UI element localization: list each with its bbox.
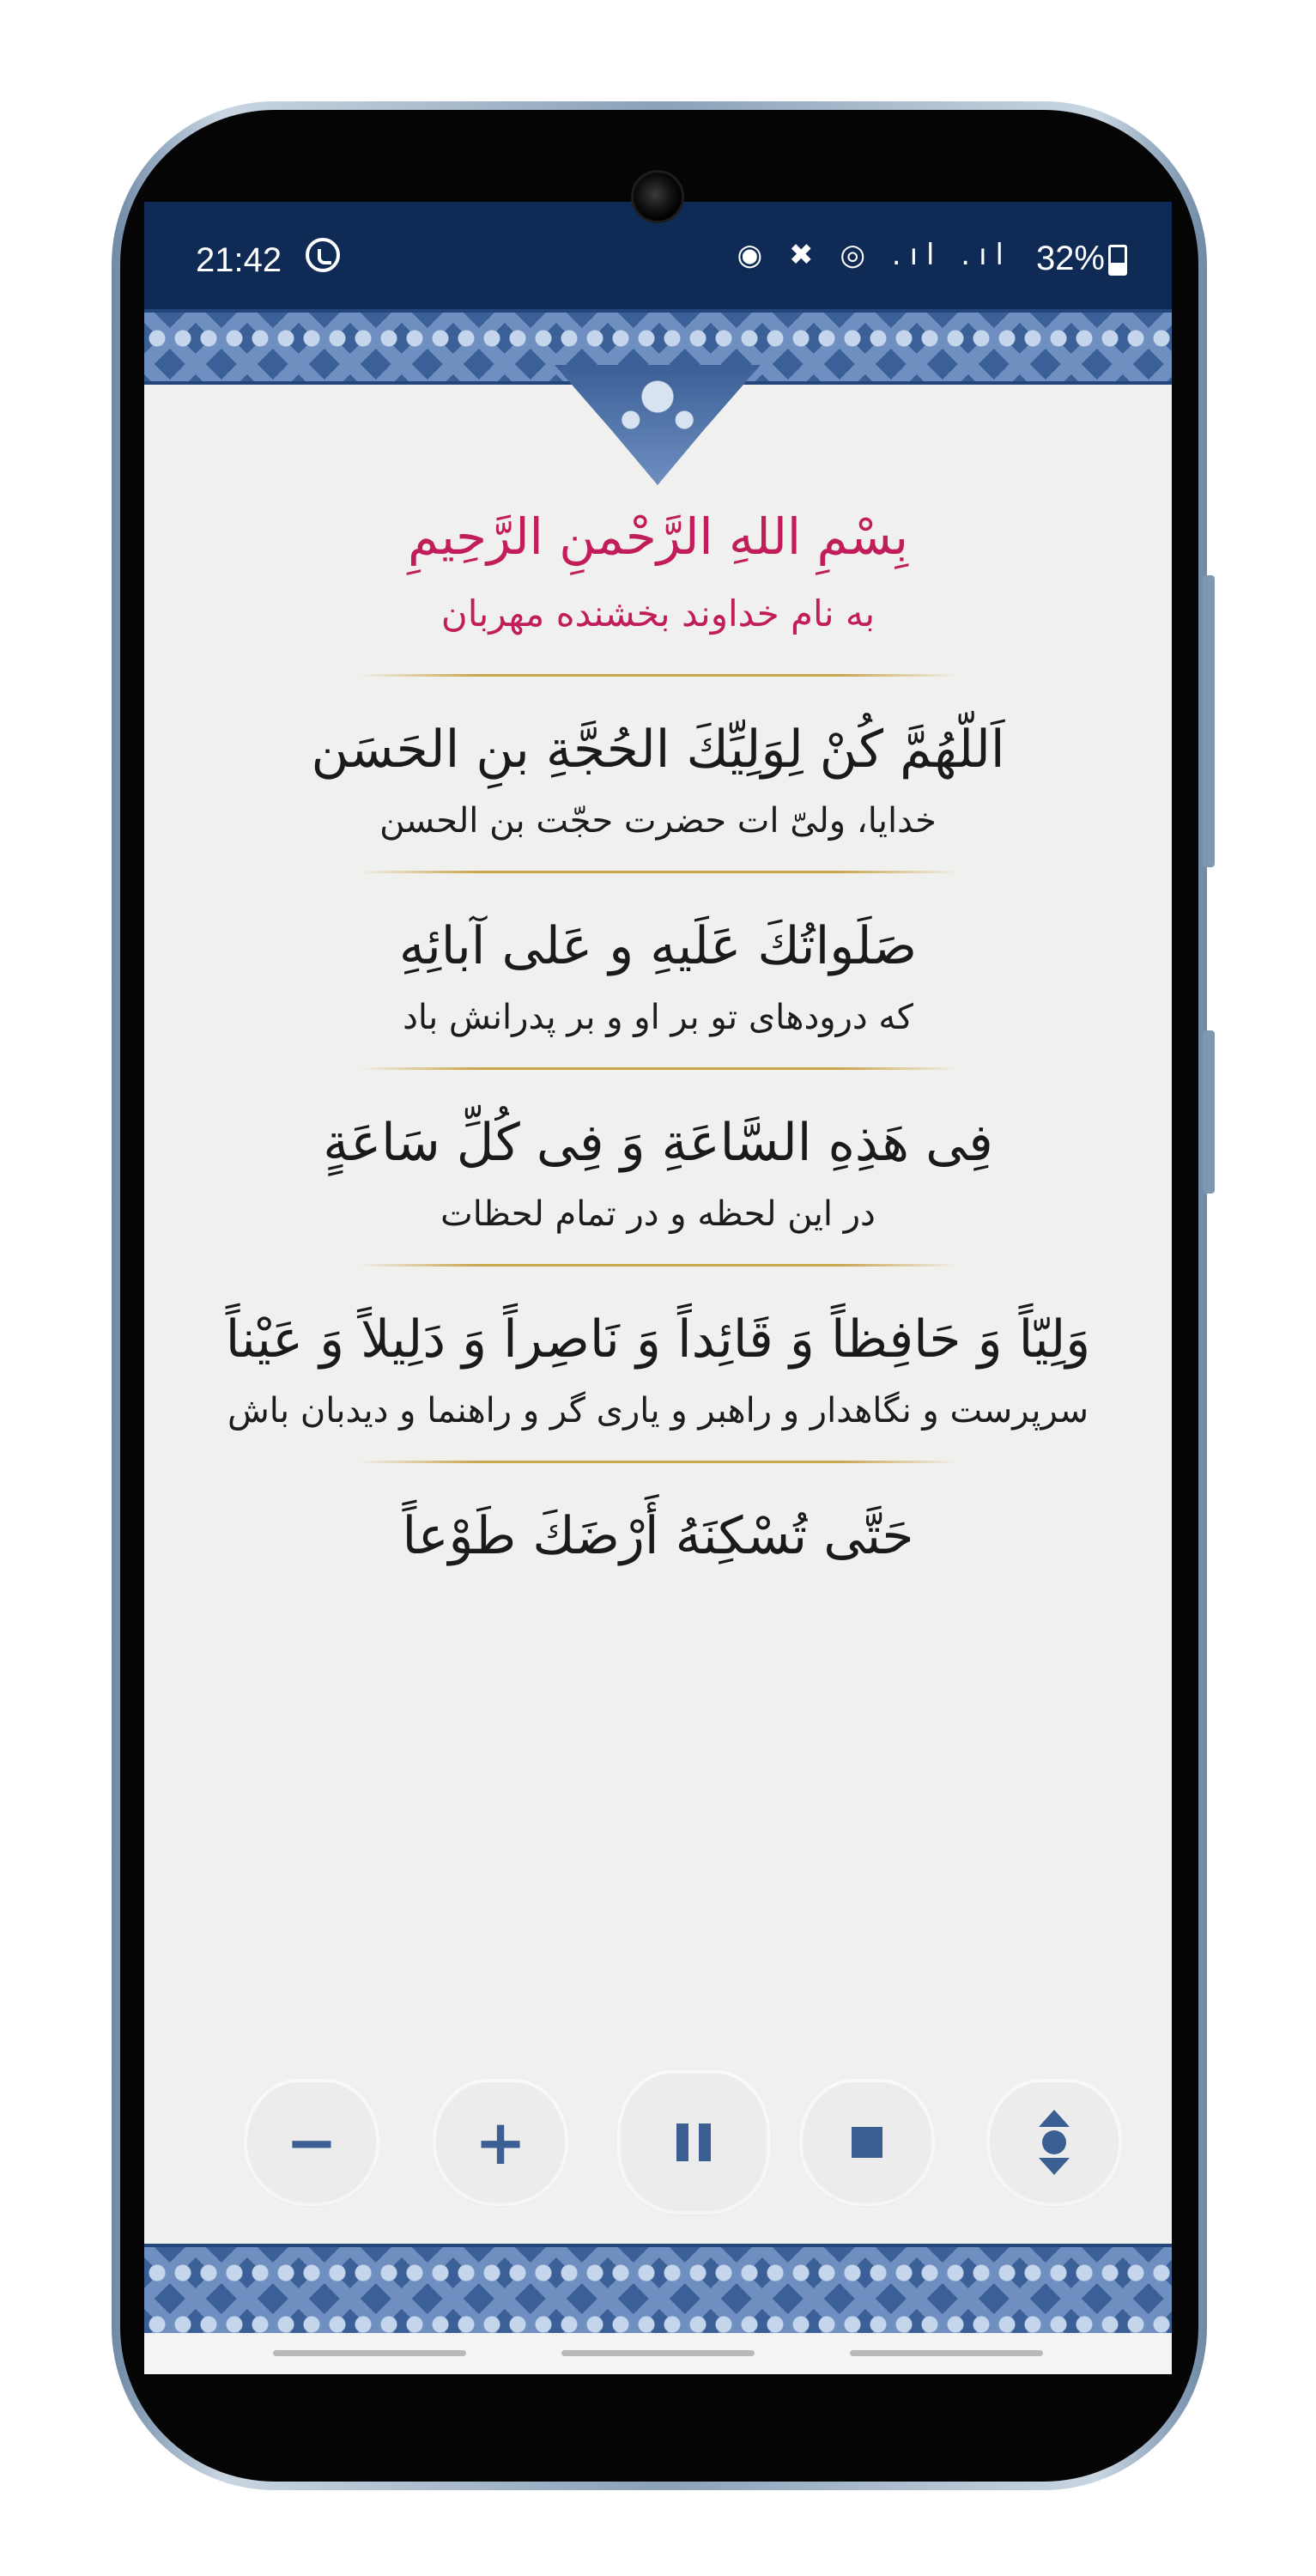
verse-item [144,702,1172,845]
decrease-font-button[interactable] [247,2082,376,2202]
stop-icon [852,2127,882,2158]
decrease-font-icon: − [285,2106,338,2178]
ornament-medallion-detail [591,374,725,451]
verse-arabic: حَتَّى تُسْكِنَهُ أَرْضَكَ طَوْعاً [402,1506,914,1566]
verse-arabic: وَلِيّاً وَ حَافِظاً وَ قَائِداً وَ نَاصِراً وَ دَلِيلاً وَ عَيْناً [225,1309,1091,1370]
bismillah-translation: به نام خداوند بخشنده مهربان [440,592,876,635]
pause-button[interactable] [621,2074,767,2211]
pause-icon [676,2123,711,2161]
verse-item [144,1096,1172,1238]
verse-translation: در این لحظه و در تمام لحظات [440,1194,876,1234]
gold-divider [358,1067,959,1070]
scroll-speed-button[interactable] [990,2082,1119,2202]
bismillah-arabic: بِسْمِ اللهِ الرَّحْمنِ الرَّحِيمِ [408,507,908,566]
verse-translation: که درودهای تو بر او و بر پدرانش باد [403,998,913,1037]
verse-item [144,1489,1172,1583]
nav-handle[interactable] [561,2350,755,2356]
gold-divider [358,1264,959,1267]
stop-button[interactable] [803,2082,931,2202]
battery-percent: 32% [1035,240,1105,277]
verse-arabic: اَللّهُمَّ كُنْ لِوَلِيِّكَ الحُجَّةِ بنِ الحَسَن [311,720,1005,780]
prayer-content[interactable] [144,494,1172,1936]
verse-translation: خدایا، ولیّ ات حضرت حجّت بن الحسن [379,801,937,841]
power-button [1203,1030,1215,1194]
playback-controls [144,2082,1172,2202]
front-camera [631,170,684,223]
navigation-bar [144,2333,1172,2374]
verse-item [144,1292,1172,1435]
gold-divider [358,871,959,873]
gold-divider [358,674,959,677]
verse-arabic: فِی هَذِهِ السَّاعَةِ وَ فِی كُلِّ سَاعَةٍ [323,1113,993,1173]
gold-divider [358,1461,959,1463]
status-icons: ◉ ✖ ◎ .ıl .ıl [737,238,1012,272]
verse-translation: سرپرست و نگاهدار و راهبر و یاری گر و راهنما و دیدبان باش [227,1391,1089,1431]
increase-font-icon: + [474,2106,527,2178]
ornament-bottom-border [144,2244,1172,2336]
verse-item [144,899,1172,1042]
whatsapp-icon [306,238,340,272]
verse-arabic: صَلَواتُكَ عَلَيهِ و عَلى آبائِهِ [398,916,918,976]
screen [144,202,1172,2374]
scroll-speed-icon [1037,2110,1071,2175]
increase-font-button[interactable] [436,2082,565,2202]
volume-button [1203,575,1215,867]
battery-icon [1108,245,1127,276]
nav-handle[interactable] [273,2350,466,2356]
status-time: 21:42 [196,241,282,279]
nav-handle[interactable] [850,2350,1043,2356]
